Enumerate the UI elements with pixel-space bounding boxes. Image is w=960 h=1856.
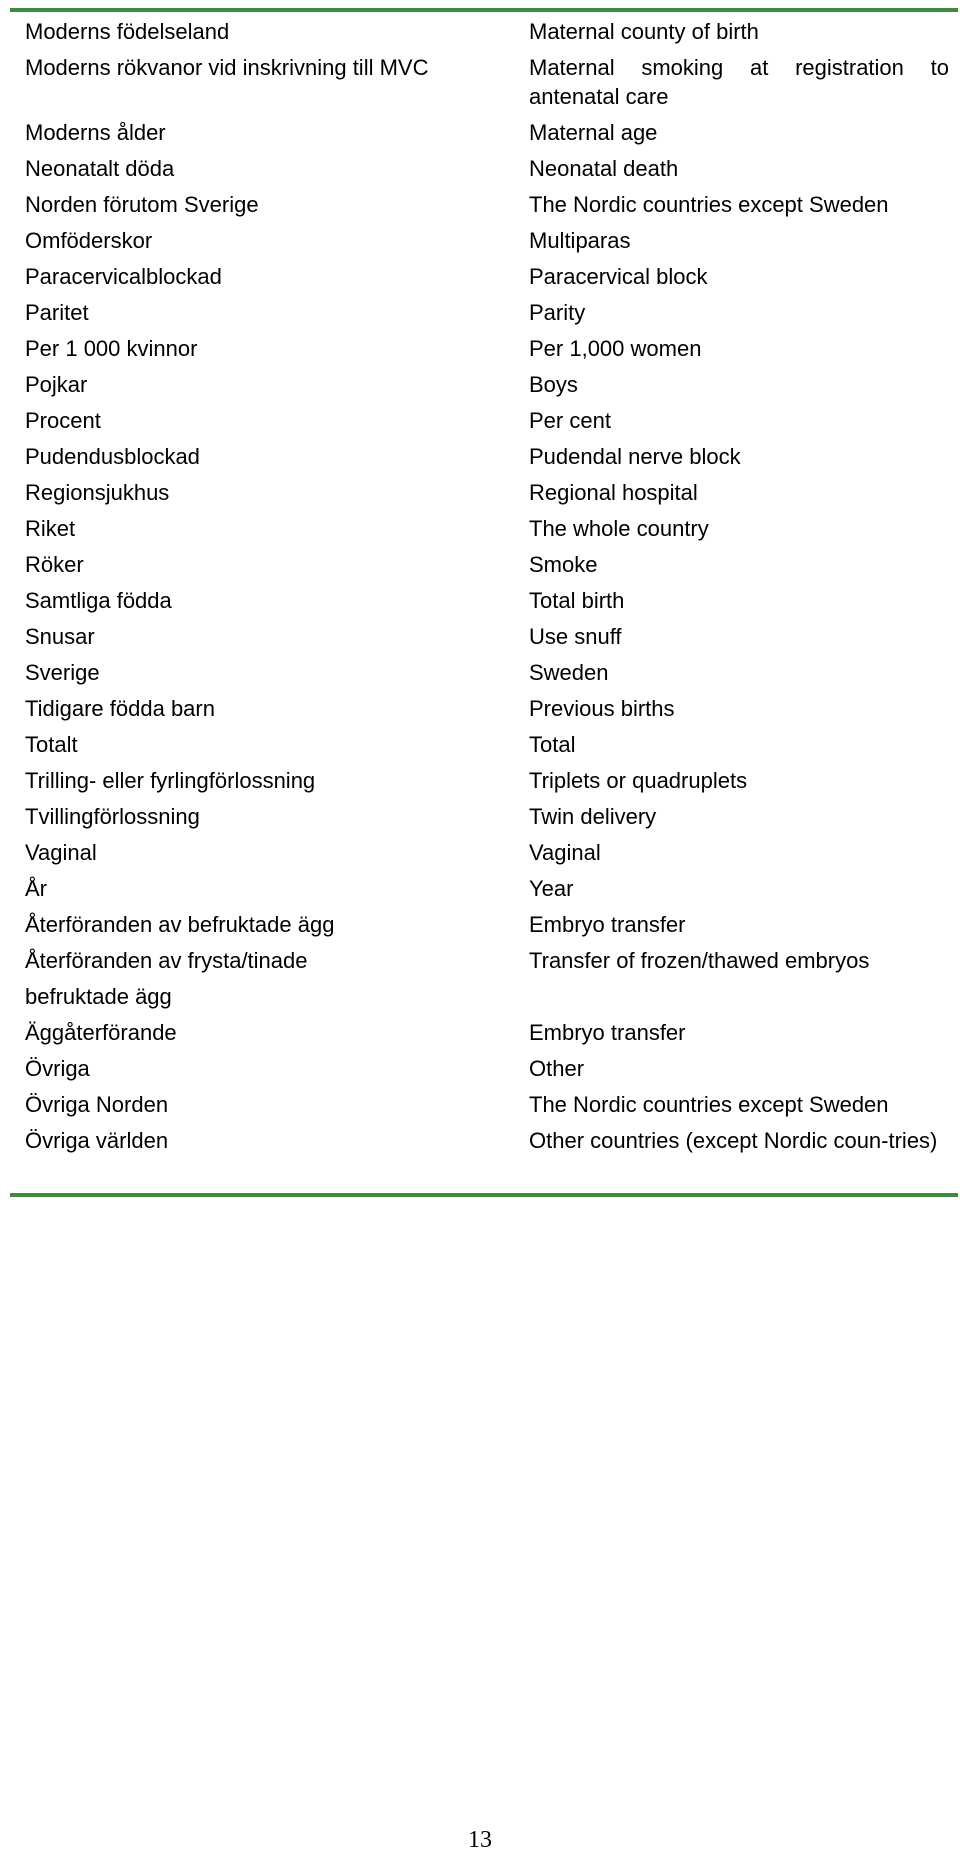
swedish-term: Totalt xyxy=(25,732,78,757)
swedish-term: Neonatalt döda xyxy=(25,156,175,181)
swedish-term: År xyxy=(25,876,47,901)
english-term: The Nordic countries except Sweden xyxy=(529,192,889,217)
english-term: Total birth xyxy=(529,588,625,613)
glossary-row xyxy=(25,693,950,729)
swedish-term: Paracervicalblockad xyxy=(25,264,222,289)
swedish-term: Regionsjukhus xyxy=(25,480,170,505)
glossary-row-continuation xyxy=(25,981,950,1017)
swedish-term: Tvillingförlossning xyxy=(25,804,200,829)
glossary-row xyxy=(25,297,950,333)
glossary-row xyxy=(25,405,950,441)
glossary-row xyxy=(25,225,950,261)
glossary-row xyxy=(25,801,950,837)
glossary-row xyxy=(25,909,950,945)
swedish-term: Paritet xyxy=(25,300,89,325)
english-term: Parity xyxy=(529,300,586,325)
english-term: Embryo transfer xyxy=(529,1020,686,1045)
english-term: Boys xyxy=(529,372,578,397)
glossary-row xyxy=(25,16,950,52)
english-term: Other countries (except Nordic coun-tries) xyxy=(529,1128,938,1153)
swedish-term: Röker xyxy=(25,552,84,577)
swedish-term: Per 1 000 kvinnor xyxy=(25,336,198,361)
glossary-row xyxy=(25,729,950,765)
swedish-term: Moderns födelseland xyxy=(25,19,230,44)
english-term: Transfer of frozen/thawed embryos xyxy=(529,948,870,973)
swedish-term: befruktade ägg xyxy=(25,984,172,1009)
bottom-rule xyxy=(10,1193,958,1197)
glossary-row xyxy=(25,477,950,513)
glossary-row xyxy=(25,513,950,549)
glossary-row xyxy=(25,1053,950,1089)
glossary-row xyxy=(25,657,950,693)
english-term: Total xyxy=(529,732,576,757)
english-term: Neonatal death xyxy=(529,156,679,181)
english-term: Paracervical block xyxy=(529,264,708,289)
swedish-term: Trilling- eller fyrlingförlossning xyxy=(25,768,316,793)
glossary-row xyxy=(25,765,950,801)
swedish-term: Procent xyxy=(25,408,101,433)
english-term: Use snuff xyxy=(529,624,622,649)
glossary-row xyxy=(25,261,950,297)
swedish-term: Omföderskor xyxy=(25,228,153,253)
glossary-row xyxy=(25,117,950,153)
glossary-row xyxy=(25,837,950,873)
swedish-term: Moderns ålder xyxy=(25,120,166,145)
swedish-term: Norden förutom Sverige xyxy=(25,192,259,217)
english-term: Year xyxy=(529,876,574,901)
glossary-row xyxy=(25,549,950,585)
glossary-row xyxy=(25,333,950,369)
english-term: Previous births xyxy=(529,696,675,721)
glossary-row xyxy=(25,52,950,117)
english-term: Multiparas xyxy=(529,228,631,253)
glossary-row xyxy=(25,1125,950,1161)
swedish-term: Moderns rökvanor vid inskrivning till MVC xyxy=(25,55,429,80)
swedish-term: Vaginal xyxy=(25,840,97,865)
swedish-term: Övriga världen xyxy=(25,1128,169,1153)
top-rule xyxy=(10,8,958,12)
english-term: Twin delivery xyxy=(529,804,657,829)
page-number: 13 xyxy=(468,1827,492,1853)
glossary-row xyxy=(25,945,950,981)
glossary-row xyxy=(25,621,950,657)
glossary-row xyxy=(25,153,950,189)
glossary-row xyxy=(25,369,950,405)
english-term: Regional hospital xyxy=(529,480,698,505)
swedish-term: Riket xyxy=(25,516,76,541)
english-term: The Nordic countries except Sweden xyxy=(529,1092,889,1117)
english-term: Per 1,000 women xyxy=(529,336,702,361)
swedish-term: Samtliga födda xyxy=(25,588,172,613)
english-term: Maternal county of birth xyxy=(529,19,759,44)
english-term: Sweden xyxy=(529,660,609,685)
swedish-term: Pojkar xyxy=(25,372,88,397)
swedish-term: Återföranden av frysta/tinade xyxy=(25,948,308,973)
english-term: Smoke xyxy=(529,552,598,577)
swedish-term: Övriga xyxy=(25,1056,90,1081)
english-term: Pudendal nerve block xyxy=(529,444,741,469)
glossary-table xyxy=(25,16,950,1161)
glossary-row xyxy=(25,873,950,909)
swedish-term: Pudendusblockad xyxy=(25,444,200,469)
glossary-row xyxy=(25,1089,950,1125)
english-term: Maternal smoking at registration to antenatal care xyxy=(529,55,949,109)
english-term: Per cent xyxy=(529,408,611,433)
glossary-row xyxy=(25,441,950,477)
english-term: Vaginal xyxy=(529,840,601,865)
english-term: Triplets or quadruplets xyxy=(529,768,748,793)
english-term: Embryo transfer xyxy=(529,912,686,937)
swedish-term: Äggåterförande xyxy=(25,1020,177,1045)
swedish-term: Återföranden av befruktade ägg xyxy=(25,912,335,937)
swedish-term: Tidigare födda barn xyxy=(25,696,215,721)
swedish-term: Sverige xyxy=(25,660,100,685)
glossary-row xyxy=(25,585,950,621)
swedish-term: Övriga Norden xyxy=(25,1092,169,1117)
glossary-row xyxy=(25,189,950,225)
english-term: Maternal age xyxy=(529,120,658,145)
english-term: Other xyxy=(529,1056,585,1081)
glossary-row xyxy=(25,1017,950,1053)
english-term: The whole country xyxy=(529,516,709,541)
swedish-term: Snusar xyxy=(25,624,95,649)
